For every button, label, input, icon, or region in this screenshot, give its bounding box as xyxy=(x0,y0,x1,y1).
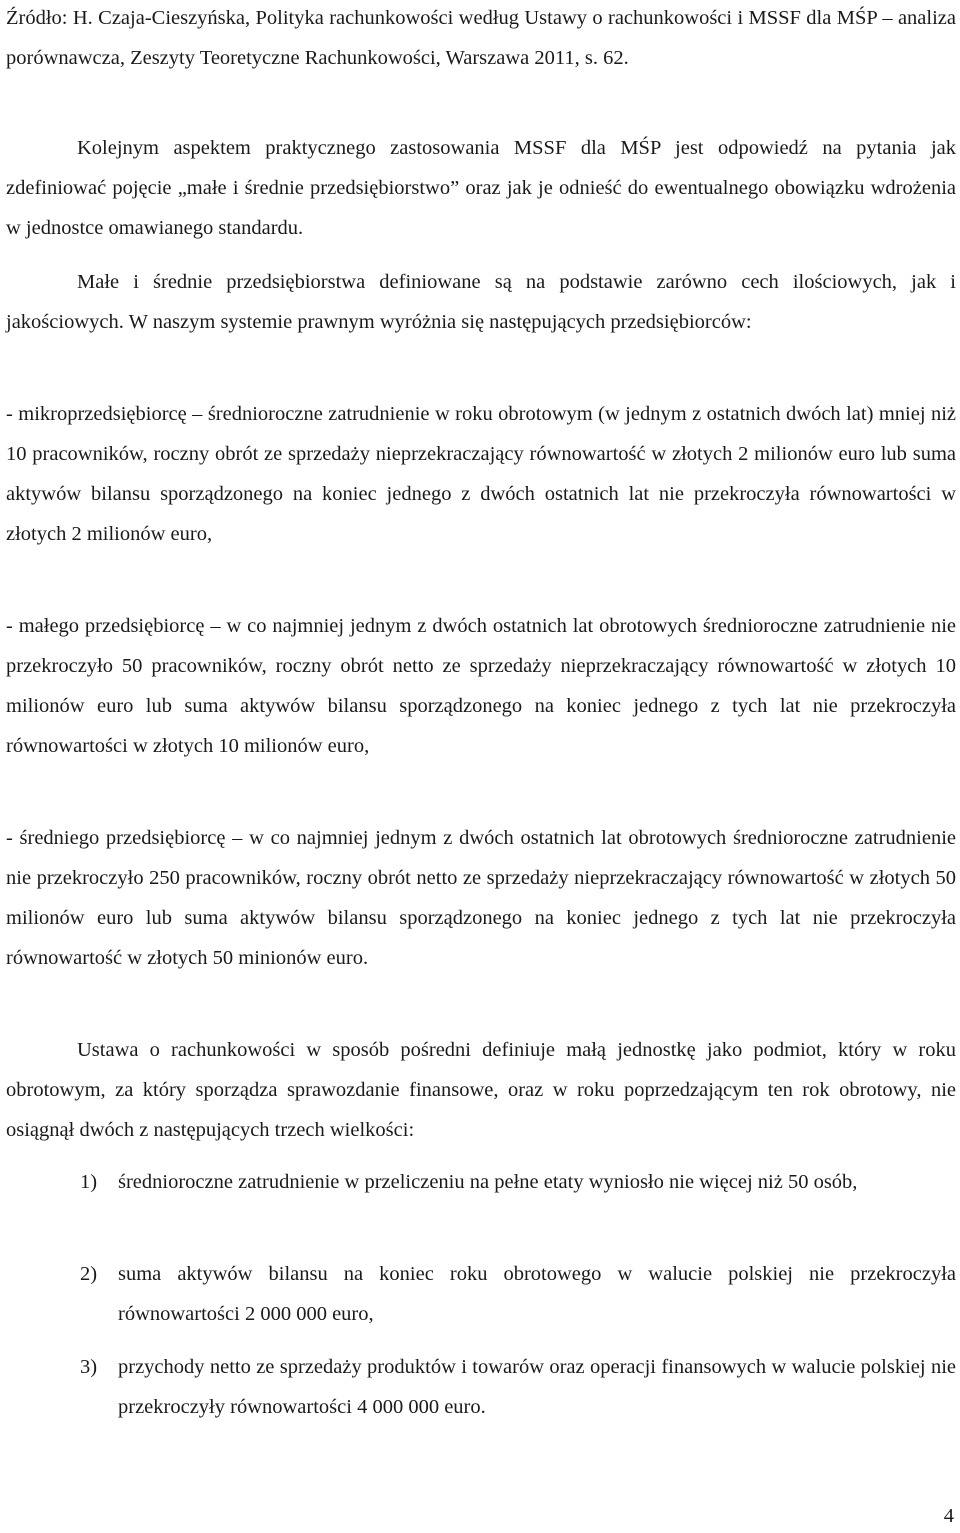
source-note: Źródło: H. Czaja-Cieszyńska, Polityka rachunkowości według Ustawy o rachunkowości i MSSF dla MŚP – analiza porównawcza, Zeszyty Teoretyczne Rachunkowości, Warszawa 2011, s. 62. xyxy=(6,7,956,69)
bullet-medium-entrepreneur: - średniego przedsiębiorcę – w co najmniej jednym z dwóch ostatnich lat obrotowych średnioroczne zatrudnienie nie przekroczyło 250 pracowników, roczny obrót netto ze sprzedaży nieprzekraczający równowartość w złotych 50 milionów euro lub suma aktywów bilansu sporządzonego na koniec jednego z tych lat nie przekroczyła równowartość w złotych 50 minionów euro. xyxy=(6,827,956,969)
paragraph-sme-definition: Małe i średnie przedsiębiorstwa definiowane są na podstawie zarówno cech ilościowych, jak i jakościowych. W naszym systemie prawnym wyróżnia się następujących przedsiębiorców: xyxy=(6,271,956,333)
paragraph-mssf-aspect: Kolejnym aspektem praktycznego zastosowania MSSF dla MŚP jest odpowiedź na pytania jak zdefiniować pojęcie „małe i średnie przedsiębiorstwo” oraz jak je odnieść do ewentualnego obowiązku wdrożenia w jednostce omawianego standardu. xyxy=(6,137,956,239)
page-number: 4 xyxy=(943,1505,954,1527)
list-item xyxy=(80,1254,956,1334)
list-item-text: średnioroczne zatrudnienie w przeliczeniu na pełne etaty wyniosło nie więcej niż 50 osób, xyxy=(118,1171,858,1193)
bullet-micro-entrepreneur: - mikroprzedsiębiorcę – średnioroczne zatrudnienie w roku obrotowym (w jednym z ostatnich dwóch lat) mniej niż 10 pracowników, roczny obrót ze sprzedaży nieprzekraczający równowartość w złotych 2 milionów euro lub suma aktywów bilansu sporządzonego na koniec jednego z dwóch ostatnich lat nie przekroczyła równowartości w złotych 2 milionów euro, xyxy=(6,403,956,545)
list-item-number: 2) xyxy=(80,1263,98,1285)
list-item-text: suma aktywów bilansu na koniec roku obrotowego w walucie polskiej nie przekroczyła równowartości 2 000 000 euro, xyxy=(118,1263,956,1325)
list-item xyxy=(80,1162,956,1202)
paragraph-accounting-act: Ustawa o rachunkowości w sposób pośredni definiuje małą jednostkę jako podmiot, który w roku obrotowym, za który sporządza sprawozdanie finansowe, oraz w roku poprzedzającym ten rok obrotowy, nie osiągnął dwóch z następujących trzech wielkości: xyxy=(6,1039,956,1141)
list-item-text: przychody netto ze sprzedaży produktów i towarów oraz operacji finansowych w walucie polskiej nie przekroczyły równowartości 4 000 000 euro. xyxy=(118,1356,956,1418)
list-item-number: 3) xyxy=(80,1356,98,1378)
list-item xyxy=(80,1347,956,1427)
bullet-small-entrepreneur: - małego przedsiębiorcę – w co najmniej jednym z dwóch ostatnich lat obrotowych średnioroczne zatrudnienie nie przekroczyło 50 pracowników, roczny obrót netto ze sprzedaży nieprzekraczający równowartość w złotych 10 milionów euro lub suma aktywów bilansu sporządzonego na koniec jednego z tych lat nie przekroczyła równowartości w złotych 10 milionów euro, xyxy=(6,615,956,757)
list-item-number: 1) xyxy=(80,1171,98,1193)
